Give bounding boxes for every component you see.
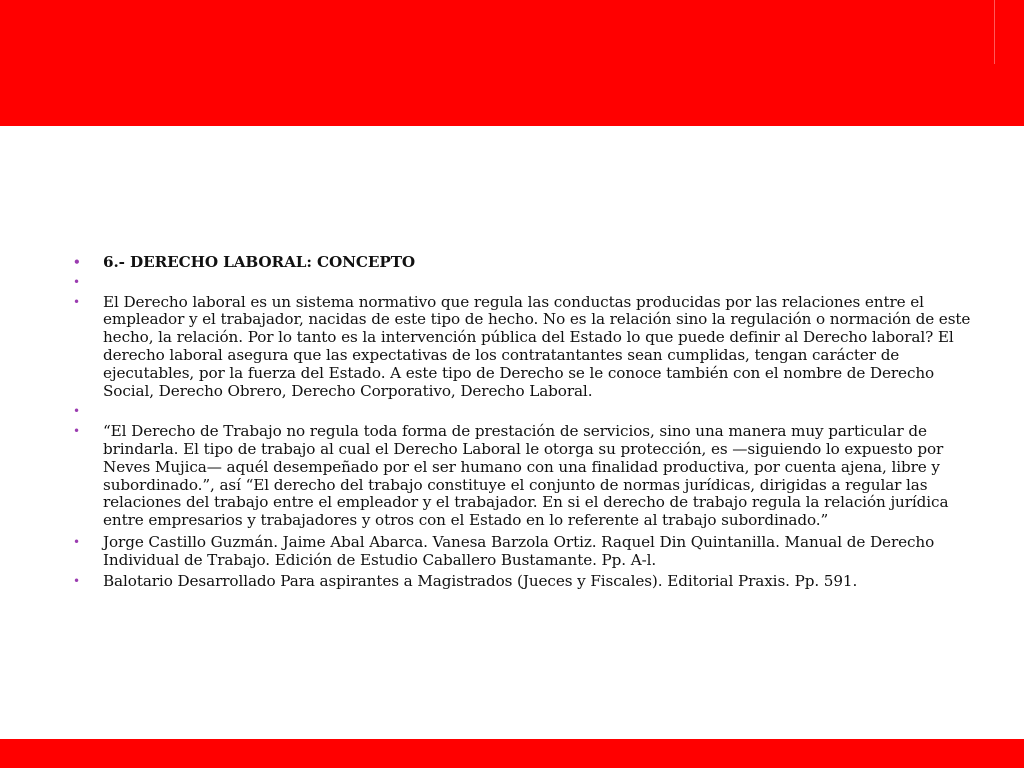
bullet-icon: • (73, 573, 80, 588)
bullet-icon: • (73, 534, 80, 549)
decorative-line (994, 0, 995, 64)
reference-text: Jorge Castillo Guzmán. Jaime Abal Abarca. Vanesa Barzola Ortiz. Raquel Din Quintanilla. Manual de Derecho Individual de Trabajo. Edición de Estudio Caballero Bustamante. Pp. A-l. (103, 532, 935, 569)
paragraph-text: “El Derecho de Trabajo no regula toda forma de prestación de servicios, sino una manera muy particular de brindarla. El tipo de trabajo al cual el Derecho Laboral le otorga su protección, es —siguiendo lo expuesto por Neves Mujica— aquél desempeñado por el ser humano con una finalidad productiva, por cuenta ajena, libre y subordinado.”, así “El derecho del trabajo constituye el conjunto de normas jurídicas, dirigidas a regular las relaciones del trabajo entre el empleador y el trabajador. En si el derecho de trabajo regula la relación jurídica entre empresarios y trabajadores y otros con el Estado en lo referente al trabajo subordinado.” (103, 422, 949, 530)
bullet-icon: • (73, 255, 81, 269)
bullet-icon: • (73, 424, 80, 439)
paragraph-definition (72, 294, 972, 401)
bullet-icon: • (73, 294, 80, 309)
heading-text: 6.- DERECHO LABORAL: CONCEPTO (103, 253, 416, 271)
paragraph-text: El Derecho laboral es un sistema normativo que regula las conductas producidas por las relaciones entre el empleador y el trabajador, nacidas de este tipo de hecho. No es la relación sino la regulación o normación de este hecho, la relación. Por lo tanto es la intervención pública del Estado lo que puede definir al Derecho laboral? El derecho laboral asegura que las expectativas de los contratantantes sean cumplidas, tengan carácter de ejecutables, por la fuerza del Estado. A este tipo de Derecho se le conoce también con el nombre de Derecho Social, Derecho Obrero, Derecho Corporativo, Derecho Laboral. (103, 292, 971, 400)
header-band (0, 0, 1024, 126)
empty-bullet (72, 274, 972, 292)
reference-item (72, 534, 972, 570)
slide-heading (72, 254, 972, 272)
slide-body (72, 254, 972, 590)
paragraph-quote (72, 423, 972, 530)
footer-band (0, 739, 1024, 768)
bullet-icon: • (73, 404, 80, 419)
bullet-list (72, 254, 972, 590)
reference-item (72, 573, 972, 591)
reference-text: Balotario Desarrollado Para aspirantes a Magistrados (Jueces y Fiscales). Editorial Praxis. Pp. 591. (103, 571, 858, 590)
empty-bullet (72, 403, 972, 421)
bullet-icon: • (73, 274, 80, 289)
